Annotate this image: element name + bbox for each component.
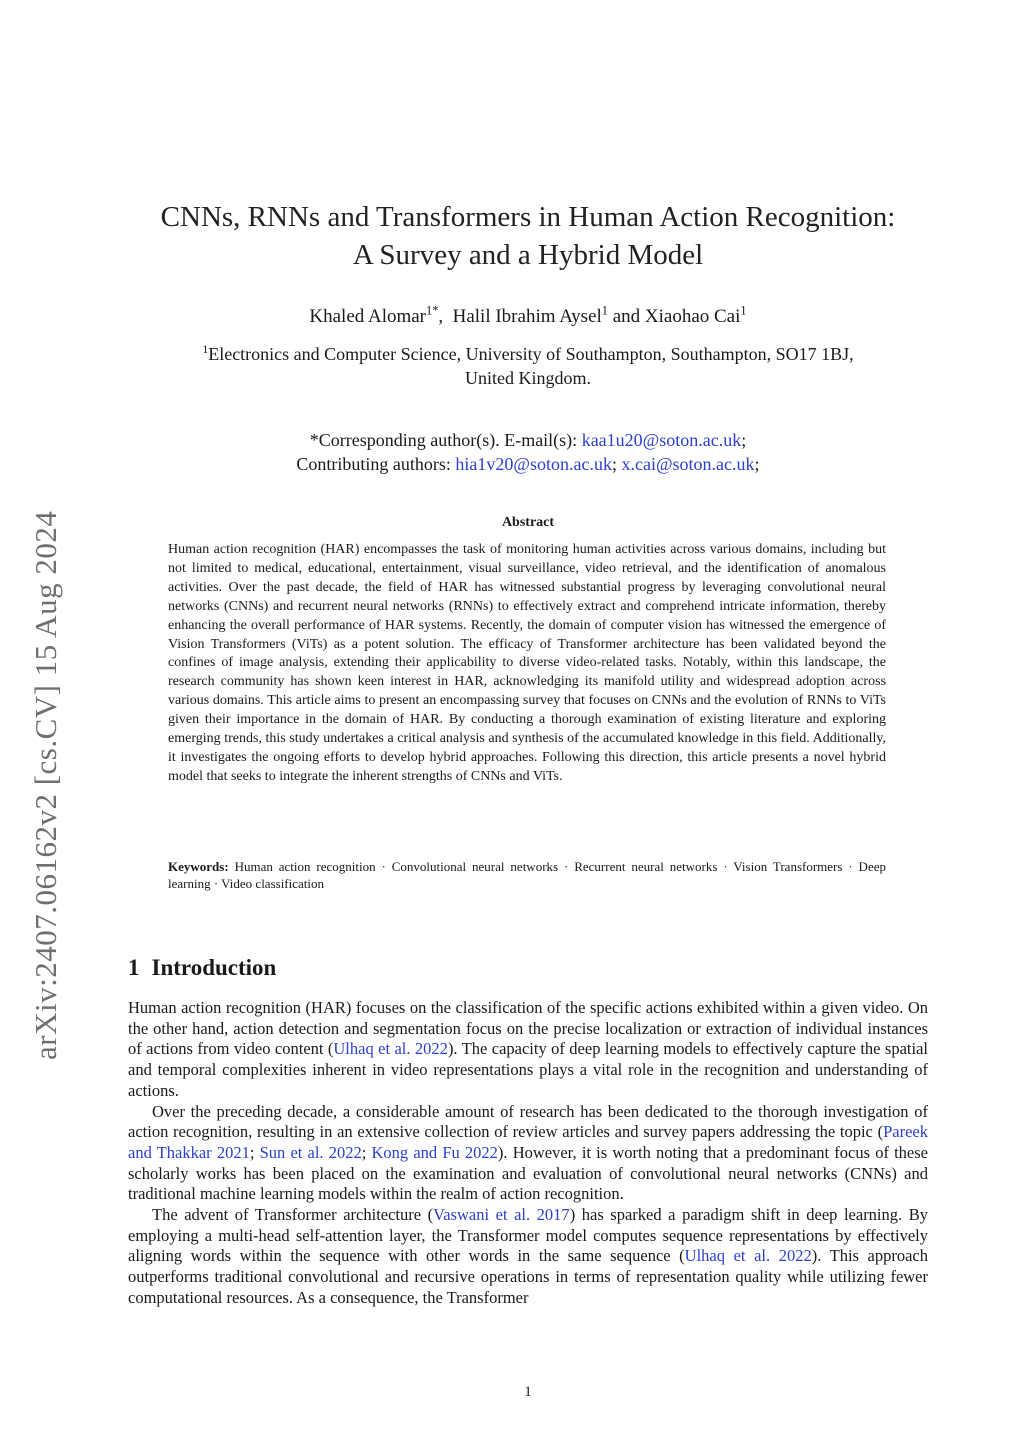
text-run: ). The capacity of deep learning models to effectively capture the spatial and temporal complexities inherent in video representations plays a vital role in the recognition and understanding of actions. — [128, 1039, 928, 1100]
text-run: ). This approach outperforms traditional convolutional and recursive operations in terms of representation quality while utilizing fewer computational resources. As a consequence, the Transformer — [128, 1246, 928, 1307]
section-title: Introduction — [151, 955, 277, 980]
author-name: Khaled Alomar — [309, 306, 427, 327]
author-marker: 1 — [601, 303, 608, 318]
keywords-text: Human action recognition · Convolutional neural networks · Recurrent neural networks · Vision Transformers · Deep learning · Video classification — [168, 859, 886, 891]
corresponding-label: *Corresponding author(s). E-mail(s): — [309, 430, 582, 450]
author-list — [128, 304, 928, 330]
paper-title — [128, 198, 928, 274]
page-number: 1 — [524, 1384, 532, 1400]
citation-link[interactable]: Ulhaq et al. 2022 — [333, 1039, 448, 1059]
affiliation-marker: 1 — [202, 343, 209, 356]
text-run: Over the preceding decade, a considerable amount of research has been dedicated to the thorough investigation of action recognition, resulting in an extensive collection of review articles and survey papers addressing the topic ( — [128, 1101, 928, 1142]
correspondence — [128, 428, 928, 476]
punctuation: ; — [741, 430, 747, 450]
section-heading — [128, 955, 276, 981]
text-run: ; — [249, 1142, 260, 1162]
text-run: ) has sparked a paradigm shift in deep learning. By employing a multi-head self-attention layer, the Transformer model computes sequence representations by effectively aligning words within the sequence with other words in the same sequence ( — [128, 1205, 928, 1266]
title-line-1: CNNs, RNNs and Transformers in Human Action Recognition: — [160, 201, 896, 233]
text-run: ; — [361, 1142, 372, 1162]
abstract-text: Human action recognition (HAR) encompasses the task of monitoring human activities across various domains, including but not limited to medical, educational, entertainment, visual surveillance, video retrieval, and the identification of anomalous activities. Over the past decade, the field of HAR has witnessed substantial progress by leveraging convolutional neural networks (CNNs) and recurrent neural networks (RNNs) to effectively extract and comprehend intricate information, thereby enhancing the overall performance of HAR systems. Recently, the domain of computer vision has witnessed the emergence of Vision Transformers (ViTs) as a potent solution. The efficacy of Transformer architecture has been validated beyond the confines of image analysis, extending their applicability to diverse video-related tasks. Notably, within this landscape, the research community has shown keen interest in HAR, acknowledging its manifold utility and widespread adoption across various domains. This article aims to present an encompassing survey that focuses on CNNs and the evolution of RNNs to ViTs given their importance in the domain of HAR. By conducting a thorough examination of existing literature and exploring emerging trends, this study undertakes a critical analysis and synthesis of the accumulated knowledge in this field. Additionally, it investigates the ongoing efforts to develop hybrid approaches. Following this direction, this article presents a novel hybrid model that seeks to integrate the inherent strengths of CNNs and ViTs. — [168, 542, 886, 784]
affiliation-line-1: Electronics and Computer Science, University of Southampton, Southampton, SO17 1BJ, — [208, 344, 854, 364]
corresponding-email-link[interactable]: kaa1u20@soton.ac.uk — [581, 430, 742, 450]
paragraph — [128, 1102, 928, 1206]
title-line-2: A Survey and a Hybrid Model — [352, 239, 704, 271]
contributing-email-link[interactable]: x.cai@soton.ac.uk — [621, 454, 755, 474]
keywords-label: Keywords: — [168, 859, 229, 874]
citation-link[interactable]: Kong and Fu 2022 — [371, 1142, 498, 1162]
author-separator: and — [607, 306, 645, 327]
contributing-email-link[interactable]: hia1v20@soton.ac.uk — [455, 454, 612, 474]
text-run: Human action recognition (HAR) focuses on the classification of the specific actions exhibited within a given video. On the other hand, action detection and segmentation focus on the precise localization or extraction of individual instances of actions from video content ( — [128, 998, 928, 1059]
section-number: 1 — [128, 955, 140, 980]
citation-link[interactable]: Vaswani et al. 2017 — [433, 1205, 570, 1225]
citation-link[interactable]: Ulhaq et al. 2022 — [684, 1246, 812, 1266]
affiliation-line-2: United Kingdom. — [465, 368, 591, 388]
keywords — [168, 858, 886, 892]
citation-link[interactable]: Pareek and Thakkar 2021 — [128, 1122, 928, 1162]
contributing-label: Contributing authors: — [296, 454, 456, 474]
author-name: Halil Ibrahim Aysel — [452, 306, 602, 327]
citation-link[interactable]: Sun et al. 2022 — [259, 1142, 362, 1162]
affiliation — [128, 342, 928, 390]
introduction-body — [128, 998, 928, 1309]
abstract-heading: Abstract — [501, 515, 555, 530]
arxiv-identifier: arXiv:2407.06162v2 [cs.CV] 15 Aug 2024 — [28, 510, 63, 1060]
paragraph — [128, 1205, 928, 1309]
punctuation: ; — [754, 454, 760, 474]
author-name: Xiaohao Cai — [644, 306, 741, 327]
text-run: The advent of Transformer architecture ( — [152, 1205, 434, 1225]
author-marker: 1* — [426, 303, 439, 318]
author-separator: , — [438, 306, 453, 327]
text-run: ). However, it is worth noting that a predominant focus of these scholarly works has been placed on the examination and evaluation of convolutional neural networks (CNNs) and traditional machine learning models within the realm of action recognition. — [128, 1142, 929, 1204]
author-marker: 1 — [740, 303, 747, 318]
punctuation: ; — [611, 454, 622, 474]
paragraph — [128, 998, 928, 1102]
